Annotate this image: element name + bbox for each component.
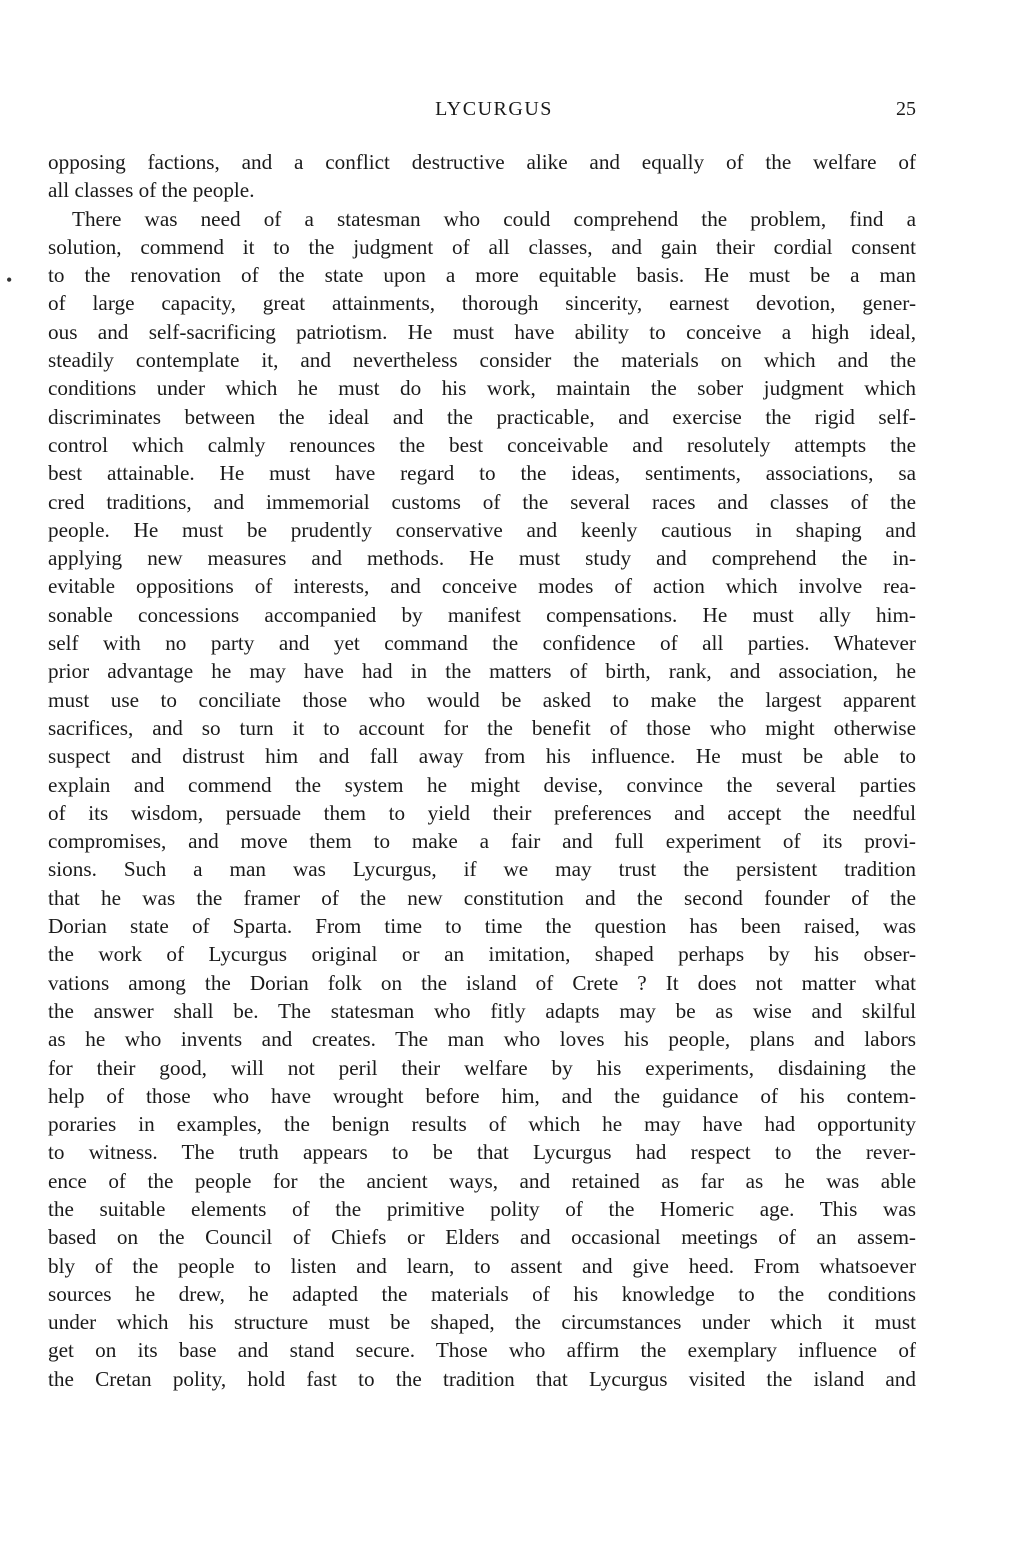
text-line: evitable oppositions of interests, and conceive modes of action which involve rea- xyxy=(48,574,916,599)
text-line: to the renovation of the state upon a more equitable basis. He must be a man xyxy=(48,263,916,288)
text-line: based on the Council of Chiefs or Elders and occasional meetings of an assem- xyxy=(48,1225,916,1250)
text-line: the suitable elements of the primitive polity of the Homeric age. This was xyxy=(48,1196,916,1221)
text-line: applying new measures and methods. He must study and comprehend the in- xyxy=(48,546,916,571)
text-line: opposing factions, and a conflict destructive alike and equally of the welfare of xyxy=(48,150,916,174)
text-line: people. He must be prudently conservative and keenly cautious in shaping and xyxy=(48,517,916,542)
text-line: bly of the people to listen and learn, to assent and give heed. From whatsoever xyxy=(48,1253,916,1278)
text-line: steadily contemplate it, and nevertheless consider the materials on which and the xyxy=(48,348,916,373)
page-number: 25 xyxy=(896,98,916,120)
text-line: the work of Lycurgus original or an imitation, shaped perhaps by his obser- xyxy=(48,942,916,967)
text-line: discriminates between the ideal and the practicable, and exercise the rigid self- xyxy=(48,404,916,429)
margin-mark: • xyxy=(6,270,13,290)
text-line: cred traditions, and immemorial customs of the several races and classes of the xyxy=(48,489,916,514)
text-line: sacrifices, and so turn it to account for the benefit of those who might otherwise xyxy=(48,715,916,740)
text-line: sonable concessions accompanied by manifest compensations. He must ally him- xyxy=(48,602,916,627)
text-line: must use to conciliate those who would be asked to make the largest apparent xyxy=(48,687,916,712)
text-line: control which calmly renounces the best conceivable and resolutely attempts the xyxy=(48,432,916,457)
text-line: sources he drew, he adapted the materials of his knowledge to the conditions xyxy=(48,1281,916,1306)
text-line: all classes of the people. xyxy=(48,178,255,203)
running-head xyxy=(48,98,916,128)
text-line: get on its base and stand secure. Those who affirm the exemplary influence of xyxy=(48,1338,916,1363)
text-line: vations among the Dorian folk on the island of Crete ? It does not matter what xyxy=(48,970,916,995)
text-line: for their good, will not peril their welfare by his experiments, disdaining the xyxy=(48,1055,916,1080)
text-line: ence of the people for the ancient ways, and retained as far as he was able xyxy=(48,1168,916,1193)
text-line: self with no party and yet command the confidence of all parties. Whatever xyxy=(48,631,916,656)
running-title: LYCURGUS xyxy=(435,98,553,120)
text-line: the answer shall be. The statesman who fitly adapts may be as wise and skilful xyxy=(48,998,916,1023)
text-line: compromises, and move them to make a fair and full experiment of its provi- xyxy=(48,829,916,854)
text-line: as he who invents and creates. The man who loves his people, plans and labors xyxy=(48,1027,916,1052)
text-line: sions. Such a man was Lycurgus, if we may trust the persistent tradition xyxy=(48,857,916,882)
text-line: prior advantage he may have had in the matters of birth, rank, and association, he xyxy=(48,659,916,684)
book-page xyxy=(48,98,916,1393)
body-text xyxy=(48,148,916,1393)
text-line: the Cretan polity, hold fast to the tradition that Lycurgus visited the island and xyxy=(48,1366,916,1391)
text-line: poraries in examples, the benign results of which he may have had opportunity xyxy=(48,1112,916,1137)
text-line: under which his structure must be shaped, the circumstances under which it must xyxy=(48,1310,916,1335)
text-line: that he was the framer of the new constitution and the second founder of the xyxy=(48,885,916,910)
text-line: of large capacity, great attainments, thorough sincerity, earnest devotion, gener- xyxy=(48,291,916,316)
text-line: solution, commend it to the judgment of all classes, and gain their cordial consent xyxy=(48,234,916,259)
text-line: of its wisdom, persuade them to yield their preferences and accept the needful xyxy=(48,800,916,825)
text-line: Dorian state of Sparta. From time to time the question has been raised, was xyxy=(48,914,916,939)
text-line: best attainable. He must have regard to the ideas, sentiments, associations, sa xyxy=(48,461,916,486)
text-line: help of those who have wrought before him, and the guidance of his contem- xyxy=(48,1083,916,1108)
text-line: suspect and distrust him and fall away from his influence. He must be able to xyxy=(48,744,916,769)
text-line: conditions under which he must do his work, maintain the sober judgment which xyxy=(48,376,916,401)
text-line: There was need of a statesman who could comprehend the problem, find a xyxy=(72,206,916,231)
text-line: ous and self-sacrificing patriotism. He must have ability to conceive a high ideal, xyxy=(48,319,916,344)
text-line: to witness. The truth appears to be that Lycurgus had respect to the rever- xyxy=(48,1140,916,1165)
text-line: explain and commend the system he might devise, convince the several parties xyxy=(48,772,916,797)
